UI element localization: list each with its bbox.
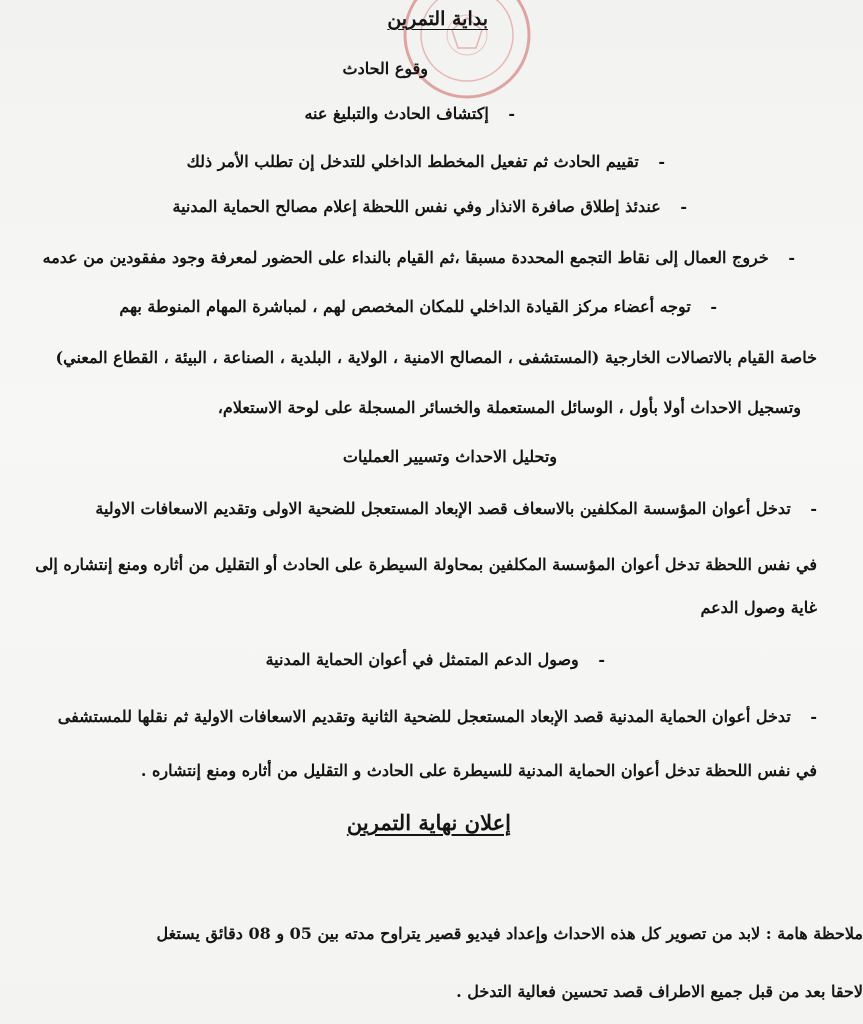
line-3 [187,152,665,172]
line-text: عندئذ إطلاق صافرة الانذار وفي نفس اللحظة إعلام مصالح الحماية المدنية [172,197,661,216]
line-12 [700,598,817,618]
line-text: خروج العمال إلى نقاط التجمع المحددة مسبقا ،ثم القيام بالنداء على الحضور لمعرفة وجود مفقودين من عدمه [42,248,769,267]
note-line-1: ملاحظة هامة : لابد من تصوير كل هذه الاحداث وإعداد فيديو قصير يتراوح مدته بين 05 و 08 دقائق يستغل [156,924,863,943]
line-text: تقييم الحادث ثم تفعيل المخطط الداخلي للتدخل إن تطلب الأمر ذلك [186,152,639,171]
line-text: وتحليل الاحداث وتسيير العمليات [342,447,557,466]
line-7 [56,348,817,368]
line-15 [141,761,817,781]
line-text: وقوع الحادث [342,59,428,78]
line-14 [58,707,817,727]
line-text: إكتشاف الحادث والتبليغ عنه [304,104,489,123]
start-heading: بداية التمرين [387,8,488,30]
line-9 [343,447,557,467]
bullet: - [508,104,515,123]
line-text: غاية وصول الدعم [700,598,817,617]
bullet: - [658,152,665,171]
end-heading: إعلان نهاية التمرين [346,810,511,835]
line-text: توجه أعضاء مركز القيادة الداخلي للمكان المخصص لهم ، لمباشرة المهام المنوطة بهم [119,297,691,316]
bullet: - [598,650,605,669]
line-2 [304,104,515,124]
line-8 [218,398,801,418]
note-line-2: لاحقا بعد من قبل جميع الاطراف قصد تحسين فعالية التدخل . [456,982,863,1001]
line-text: وتسجيل الاحداث أولا بأول ، الوسائل المستعملة والخسائر المسجلة على لوحة الاستعلام، [217,398,801,417]
bullet: - [810,499,817,518]
bullet: - [788,248,795,267]
line-4 [172,197,687,217]
bullet: - [810,707,817,726]
line-11 [35,555,817,575]
line-10 [95,499,817,519]
bullet: - [680,197,687,216]
line-text: في نفس اللحظة تدخل أعوان الحماية المدنية للسيطرة على الحادث و التقليل من أثاره ومنع إنتشاره . [140,761,817,780]
line-13 [266,650,605,670]
line-text: في نفس اللحظة تدخل أعوان المؤسسة المكلفين بمحاولة السيطرة على الحادث أو التقليل من أثاره ومنع إنتشاره إلى [35,555,817,574]
bullet: - [710,297,717,316]
line-6 [119,297,717,317]
line-5 [43,248,795,268]
line-text: تدخل أعوان الحماية المدنية قصد الإبعاد المستعجل للضحية الثانية وتقديم الاسعافات الاولية ثم نقلها للمستشفى [57,707,791,726]
line-text: وصول الدعم المتمثل في أعوان الحماية المدنية [265,650,579,669]
line-text: خاصة القيام بالاتصالات الخارجية (المستشفى ، المصالح الامنية ، الولاية ، البلدية ، الصناعة ، البيئة ، القطاع المعني) [55,348,817,367]
line-text: تدخل أعوان المؤسسة المكلفين بالاسعاف قصد الإبعاد المستعجل للضحية الاولى وتقديم الاسعافات الاولية [95,499,791,518]
line-1 [343,59,428,79]
